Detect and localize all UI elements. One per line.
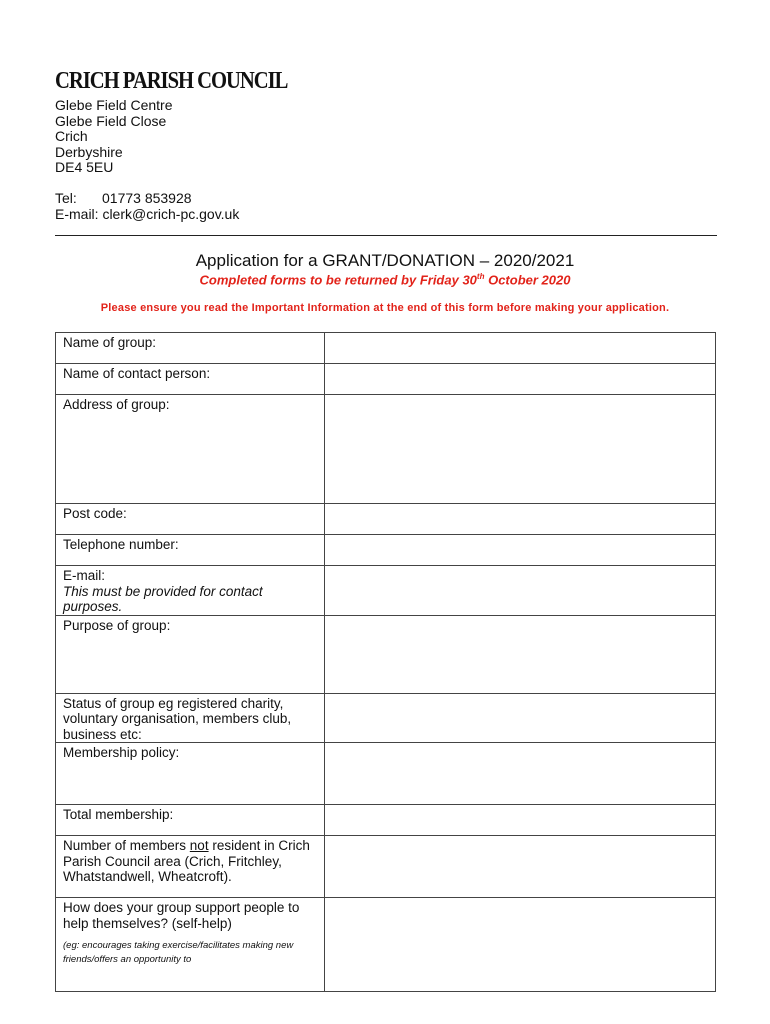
form-row-total-membership: [56, 805, 716, 836]
address-line: Glebe Field Close: [55, 112, 167, 129]
field-address[interactable]: [325, 395, 716, 504]
label-email: E-mail:: [63, 568, 106, 583]
label-self-help-cell: [56, 898, 325, 992]
council-address: [55, 98, 173, 176]
label-contact-person: Name of contact person:: [56, 364, 325, 395]
label-name-of-group: Name of group:: [56, 333, 325, 364]
label-membership-policy: Membership policy:: [56, 743, 325, 805]
tel-label: Tel:: [55, 190, 77, 206]
field-self-help[interactable]: [325, 898, 716, 992]
label-non-resident-members: [56, 836, 325, 898]
form-row-self-help: [56, 898, 716, 992]
form-row-membership-policy: [56, 743, 716, 805]
field-total-membership[interactable]: [325, 805, 716, 836]
label-purpose: Purpose of group:: [56, 615, 325, 693]
non-resident-prefix: Number of members: [63, 838, 190, 853]
form-row-name-of-group: [56, 333, 716, 364]
label-status: Status of group eg registered charity, voluntary organisation, members club, business etc:: [56, 693, 325, 743]
non-resident-underline: not: [189, 838, 209, 853]
form-row-address: [56, 395, 716, 504]
field-status[interactable]: [325, 693, 716, 743]
telephone-row: [55, 191, 239, 207]
field-name-of-group[interactable]: [325, 333, 716, 364]
email-note: This must be provided for contact purposes.: [63, 583, 263, 614]
field-non-resident-members[interactable]: [325, 836, 716, 898]
field-purpose[interactable]: [325, 615, 716, 693]
label-total-membership: Total membership:: [56, 805, 325, 836]
form-row-telephone: [56, 535, 716, 566]
application-form-table: [55, 332, 716, 992]
form-row-email: [56, 566, 716, 616]
deadline-sup: th: [476, 272, 485, 281]
label-email-cell: [56, 566, 325, 616]
deadline-prefix: Completed forms to be returned by Friday 30: [199, 272, 477, 288]
address-line: Glebe Field Centre: [55, 97, 173, 113]
field-telephone[interactable]: [325, 535, 716, 566]
self-help-note: (eg: encourages taking exercise/facilitates making new friends/offers an opportunity to: [63, 940, 294, 965]
email-line: E-mail: clerk@crich-pc.gov.uk: [55, 205, 240, 222]
address-line: Derbyshire: [55, 143, 123, 160]
address-line: DE4 5EU: [55, 159, 114, 175]
application-deadline: [0, 272, 770, 287]
form-row-contact-person: [56, 364, 716, 395]
field-post-code[interactable]: [325, 504, 716, 535]
non-resident-suffix: resident in Crich Parish Council area (Crich, Fritchley, Whatstandwell, Wheatcroft).: [63, 838, 310, 884]
council-name: CRICH PARISH COUNCIL: [55, 68, 288, 94]
label-self-help: How does your group support people to help themselves? (self-help): [63, 900, 300, 931]
label-telephone: Telephone number:: [56, 535, 325, 566]
council-contact: [55, 191, 239, 222]
deadline-suffix: October 2020: [484, 272, 571, 288]
label-address: Address of group:: [56, 395, 325, 504]
form-row-post-code: [56, 504, 716, 535]
header-divider: [55, 235, 717, 236]
field-membership-policy[interactable]: [325, 743, 716, 805]
application-title: Application for a GRANT/DONATION – 2020/2021: [195, 251, 575, 270]
form-row-status: [56, 693, 716, 743]
tel-value: 01773 853928: [102, 190, 192, 206]
important-notice: Please ensure you read the Important Information at the end of this form before making your application.: [100, 302, 670, 314]
address-line: Crich: [55, 128, 88, 144]
label-post-code: Post code:: [56, 504, 325, 535]
form-row-purpose: [56, 615, 716, 693]
field-email[interactable]: [325, 566, 716, 616]
field-contact-person[interactable]: [325, 364, 716, 395]
form-row-non-resident-members: [56, 836, 716, 898]
